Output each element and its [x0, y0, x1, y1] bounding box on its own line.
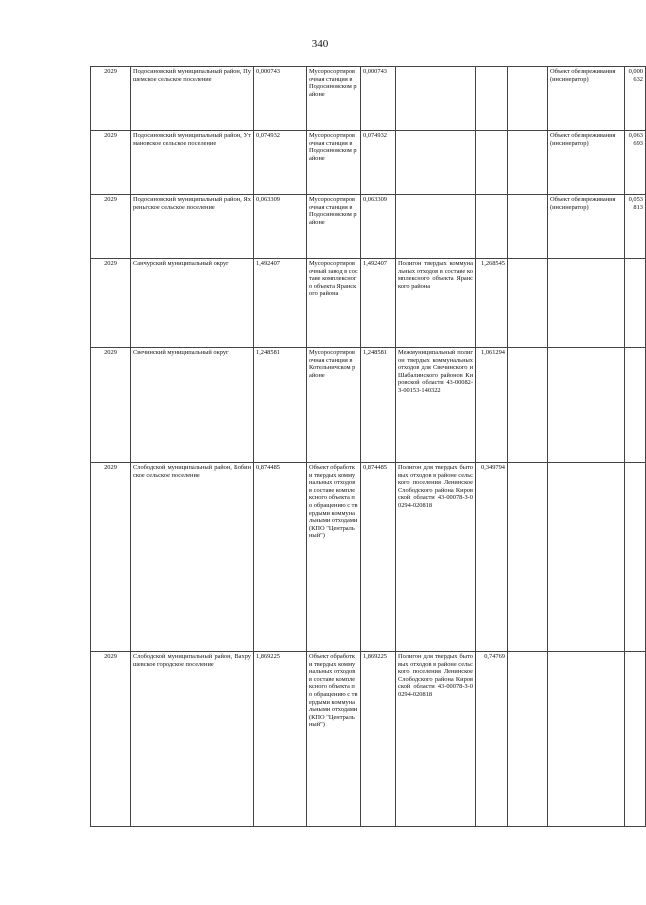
municipality-cell: Санчурский муниципальный округ — [131, 259, 254, 348]
table-row — [91, 652, 646, 827]
neutralization-volume-cell — [625, 259, 646, 348]
neutralization-volume-cell: 0,000632 — [625, 67, 646, 131]
sort-volume-cell: 1,248581 — [361, 348, 396, 463]
empty-cell — [508, 652, 548, 827]
neutralization-cell — [548, 652, 625, 827]
volume-cell: 1,869225 — [254, 652, 307, 827]
sort-volume-cell: 0,874485 — [361, 463, 396, 652]
neutralization-volume-cell: 0,063693 — [625, 131, 646, 195]
empty-cell — [508, 195, 548, 259]
sort-volume-cell: 0,000743 — [361, 67, 396, 131]
neutralization-cell: Объект обезвреживания (инсинератор) — [548, 67, 625, 131]
sort-object-cell: Мусоросортировочная станция в Котельничском районе — [307, 348, 361, 463]
empty-cell — [508, 67, 548, 131]
table-row — [91, 259, 646, 348]
volume-cell: 1,248581 — [254, 348, 307, 463]
neutralization-volume-cell: 0,053813 — [625, 195, 646, 259]
year-cell: 2029 — [91, 463, 131, 652]
neutralization-cell — [548, 348, 625, 463]
empty-cell — [508, 259, 548, 348]
landfill-volume-cell — [476, 195, 508, 259]
volume-cell: 0,000743 — [254, 67, 307, 131]
landfill-volume-cell: 1,061294 — [476, 348, 508, 463]
year-cell: 2029 — [91, 348, 131, 463]
volume-cell: 0,074932 — [254, 131, 307, 195]
sort-object-cell: Мусоросортировочная станция в Подосиновском районе — [307, 67, 361, 131]
sort-volume-cell: 0,074932 — [361, 131, 396, 195]
landfill-cell: Межмуниципальный полигон твердых коммунальных отходов для Свечинского и Шабалинского районов Кировской области 43-00082-З-00153-140322 — [396, 348, 476, 463]
table-row — [91, 195, 646, 259]
sort-object-cell: Объект обработки твердых коммунальных отходов в составе комплексного объекта по обращению с твердыми коммунальными отходами (КПО "Центральный") — [307, 652, 361, 827]
landfill-cell — [396, 195, 476, 259]
sort-volume-cell: 1,492407 — [361, 259, 396, 348]
sort-object-cell: Мусоросортировочный завод в составе комплексного объекта Яранского района — [307, 259, 361, 348]
neutralization-cell: Объект обезвреживания (инсинератор) — [548, 195, 625, 259]
sort-object-cell: Объект обработки твердых коммунальных отходов в составе комплексного объекта по обращению с твердыми коммунальными отходами (КПО "Центральный") — [307, 463, 361, 652]
municipality-cell: Подосиновский муниципальный район, Яхреньгское сельское поселение — [131, 195, 254, 259]
volume-cell: 0,063309 — [254, 195, 307, 259]
neutralization-cell — [548, 259, 625, 348]
volume-cell: 0,874485 — [254, 463, 307, 652]
year-cell: 2029 — [91, 259, 131, 348]
empty-cell — [508, 131, 548, 195]
year-cell: 2029 — [91, 652, 131, 827]
table-row — [91, 463, 646, 652]
municipality-cell: Слободской муниципальный район, Вахрушевское городское поселение — [131, 652, 254, 827]
table-row — [91, 131, 646, 195]
volume-cell: 1,492407 — [254, 259, 307, 348]
empty-cell — [508, 463, 548, 652]
municipality-cell: Подосиновский муниципальный район, Утмановское сельское поселение — [131, 131, 254, 195]
waste-flow-table — [90, 66, 646, 827]
neutralization-volume-cell — [625, 652, 646, 827]
page-number: 340 — [311, 38, 329, 50]
landfill-cell: Полигон для твердых бытовых отходов в районе сельского поселения Ленинское Слободского района Кировской области 43-00078-З-00294-020818 — [396, 463, 476, 652]
neutralization-cell: Объект обезвреживания (инсинератор) — [548, 131, 625, 195]
year-cell: 2029 — [91, 131, 131, 195]
municipality-cell: Подосиновский муниципальный район, Пушемское сельское поселение — [131, 67, 254, 131]
table-row — [91, 67, 646, 131]
sort-object-cell: Мусоросортировочная станция в Подосиновском районе — [307, 195, 361, 259]
landfill-volume-cell — [476, 67, 508, 131]
neutralization-volume-cell — [625, 348, 646, 463]
landfill-cell: Полигон твердых коммунальных отходов в составе комплексного объекта Яранского района — [396, 259, 476, 348]
landfill-volume-cell: 0,74769 — [476, 652, 508, 827]
sort-object-cell: Мусоросортировочная станция в Подосиновском районе — [307, 131, 361, 195]
landfill-cell — [396, 131, 476, 195]
neutralization-volume-cell — [625, 463, 646, 652]
sort-volume-cell: 1,869225 — [361, 652, 396, 827]
landfill-volume-cell: 0,349794 — [476, 463, 508, 652]
landfill-cell — [396, 67, 476, 131]
year-cell: 2029 — [91, 195, 131, 259]
landfill-volume-cell: 1,268545 — [476, 259, 508, 348]
landfill-cell: Полигон для твердых бытовых отходов в районе сельского поселения Ленинское Слободского района Кировской области 43-00078-З-00294-020818 — [396, 652, 476, 827]
municipality-cell: Слободской муниципальный район, Бобинское сельское поселение — [131, 463, 254, 652]
year-cell: 2029 — [91, 67, 131, 131]
landfill-volume-cell — [476, 131, 508, 195]
sort-volume-cell: 0,063309 — [361, 195, 396, 259]
neutralization-cell — [548, 463, 625, 652]
table-row — [91, 348, 646, 463]
empty-cell — [508, 348, 548, 463]
municipality-cell: Свечинский муниципальный округ — [131, 348, 254, 463]
